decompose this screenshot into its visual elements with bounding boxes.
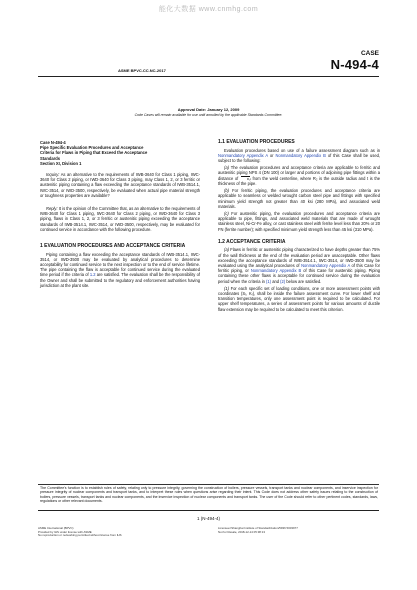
section-1-1-title: 1.1 EVALUATION PROCEDURES bbox=[218, 139, 295, 145]
case-label: CASE bbox=[360, 50, 379, 57]
license-left bbox=[38, 527, 122, 538]
s11-intro-c: of this Case shall be used, subject to the following: bbox=[218, 152, 381, 163]
s12-a-text-4: and bbox=[272, 278, 280, 284]
inquiry-lead: Inquiry: bbox=[46, 172, 60, 178]
reply-text: It is the opinion of the Committee that, as an alternative to the requirements of IWB-3640 for Class 1 piping, IWC-3640 for Class 2 piping, or IWD-3640 for Class 3 piping, flaws in Class 1, 2, or 3 ferritic or austenitic piping exceeding the acceptance standards of IWB-3514.1, IWC-3514, or IWD-3500, respectively, may be evaluated for continued service in accordance with the following procedure. bbox=[40, 206, 200, 232]
s11-a-pre: The evaluation procedures and acceptance criteria are applicable to ferritic and austenitic piping NPS 4 (DN 100) or larger and portions of adjoining pipe fittings within a distance of bbox=[218, 165, 380, 181]
license-right-line-1: Licensee=Shanghai Institute of Standardization/5936 5003977 bbox=[218, 526, 298, 530]
right-column bbox=[218, 140, 380, 314]
title-line-2: Criteria for Flaws in Piping that Exceed the Acceptance bbox=[40, 150, 148, 156]
s11-a-post: from the weld centerline, where R₂ is the outside radius and t is the thickness of the pipe. bbox=[218, 175, 381, 187]
s11-b-lead: (b) bbox=[224, 188, 230, 194]
section-1-2-title: 1.2 ACCEPTANCE CRITERIA bbox=[218, 238, 286, 245]
s12-a-text-1: Flaws in ferritic or austenitic piping characterized to have depths greater than 75% of the wall thickness at the end of the evaluation period are unacceptable. Other flaws exceeding the acceptance standards of IWB-3514.1, IWC-3514, or IWD-3500 may be evaluated using the analytical procedures of bbox=[218, 247, 380, 269]
title-line-4: Section XI, Division 1 bbox=[40, 160, 82, 166]
reply-lead: Reply: bbox=[46, 206, 58, 212]
license-left-line-3: No reproduction or networking permitted without license from IHS bbox=[38, 533, 122, 537]
s11-c-text: For austenitic piping, the evaluation procedures and acceptance criteria are applicable to pipe, fittings, and associated weld materials that are made of wrought stainless steel, Ni-Cr-Fe alloy, or cast stainless steel with ferrite level less than 20% or 20 FN (ferrite number); with specified minimum yield strength less than 45 ksi (310 MPa). bbox=[218, 211, 380, 232]
section-1-text: Piping containing a flaw exceeding the acceptance standards of IWB-3514.1, IWC-3514, or IWD-3500 may be evaluated by analytical procedures to determine acceptability for continued service to the next inspection or to the end of service lifetime. The pipe containing the flaw is acceptable for continued service during the evaluated time period if the criteria of bbox=[40, 251, 200, 278]
footer-rule bbox=[38, 510, 379, 511]
approval-note: Code Cases will remain available for use until annulled by the applicable Standards Committee. bbox=[134, 113, 283, 117]
sqrt-symbol: R₂t bbox=[241, 176, 250, 181]
s11-item-c bbox=[218, 211, 380, 232]
s12-item-a bbox=[218, 247, 380, 283]
s12-a-lead: (a) bbox=[224, 247, 230, 253]
committee-footnote: The Committee's function is to establish rules of safety, relating only to pressure integrity, governing the construction of boilers, pressure vessels, transport tanks and nuclear components, and inservice inspection for pressure integrity of nuclear components and transport tanks, and to interpret these rules when questions arise regarding their intent. This Code does not address other safety issues relating to the construction of boilers, pressure vessels, transport tanks and nuclear components, and the inservice inspection of nuclear components and transport tanks. The user of the Code should refer to other pertinent codes, standards, laws, regulations or other relevant documents. bbox=[40, 486, 378, 503]
appendix-a-link[interactable]: Nonmandatory Appendix A bbox=[218, 152, 268, 158]
appendix-b-link[interactable]: Nonmandatory Appendix B bbox=[275, 152, 326, 158]
case-number: N-494-4 bbox=[330, 57, 379, 72]
s12-a-text-5: below are satisfied. bbox=[286, 278, 322, 284]
s11-intro-b: or bbox=[269, 152, 274, 158]
s12-item-1 bbox=[218, 286, 380, 312]
s12-a-text-3: of this Case for austenitic piping. Piping containing these other flaws is acceptable for continued service during the evaluation period when the criteria in bbox=[218, 268, 381, 284]
s12-a-text-2: of this Case for ferritic piping, or bbox=[218, 263, 381, 274]
page-number: 1 (N-494-4) bbox=[196, 516, 220, 521]
case-title: Case N-494-4 bbox=[40, 140, 66, 145]
case-block bbox=[331, 50, 379, 72]
appendix-a-link-2[interactable]: Nonmandatory Appendix A bbox=[301, 263, 350, 269]
s11-item-a bbox=[218, 165, 380, 186]
title-line-1: Pipe Specific Evaluation Procedures and Acceptance bbox=[40, 145, 144, 151]
license-left-line-2: Provided by IHS under license with ASME bbox=[38, 529, 92, 534]
s11-intro-a: Evaluation procedures based on use of a failure assessment diagram such as in bbox=[224, 147, 380, 153]
section-1-tail: are satisfied. The evaluation shall be the responsibility of the Owner and shall be submitted to the regulatory and enforcement authorities having jurisdiction at the plant site. bbox=[40, 272, 200, 288]
criterion-2-link[interactable]: (2) bbox=[280, 278, 286, 284]
s11-item-b bbox=[218, 188, 380, 209]
header-rule bbox=[38, 76, 379, 77]
appendix-b-link-2[interactable]: Nonmandatory Appendix B bbox=[250, 268, 302, 274]
watermark-text: 能化大数据 www.cnmhg.com bbox=[158, 6, 259, 13]
license-right bbox=[218, 527, 298, 534]
s11-b-text: For ferritic piping, the evaluation procedures and acceptance criteria are applicable to seamless or welded wrought carbon steel pipe and fittings with specified minimum yield strength not greater than 40 ksi (280 MPa), and associated weld materials. bbox=[218, 188, 381, 209]
s12-1-lead: (1) bbox=[224, 285, 230, 291]
approval-date: Approval Date: January 12, 2009 bbox=[177, 107, 240, 112]
left-column bbox=[40, 140, 200, 290]
s12-1-text: For each specific set of loading conditions, one or more assessment points with coordinates (Sᵣ, Kᵣ), shall be inside the failure assessment curve. For lower shelf and transition temperatures, only one assessment point is required to be calculated. For upper shelf temperatures, a series of assessment points for various amounts of ductile flaw extension may be required to be calculated to meet this criterion. bbox=[218, 285, 381, 312]
criterion-1-link[interactable]: (1) bbox=[266, 278, 272, 284]
section-1-2-link[interactable]: 1.2 bbox=[89, 272, 96, 278]
inquiry-paragraph bbox=[40, 172, 200, 198]
footnote-rule bbox=[38, 484, 379, 485]
reply-paragraph bbox=[40, 206, 200, 232]
inquiry-text: As an alternative to the requirements of IWB-3640 for Class 1 piping, IWC-3640 for Class 2 piping, or IWD-3640 for Class 3 piping, may Class 1, 2, or 3 ferritic or austenitic piping containing a flaw exceeding the acceptance standards of IWB-3514.1, IWC-3514, or IWD-3500, respectively, be evaluated when actual pipe material strength or toughness properties are available? bbox=[40, 172, 200, 198]
header-code-id: ASME BPVC.CC.NC-2017 bbox=[118, 68, 166, 73]
section-1-title: 1 EVALUATION PROCEDURES AND ACCEPTANCE CRITERIA bbox=[40, 243, 186, 250]
license-right-line-2: Not for Resale, 2018-12-14 05:38:13 bbox=[218, 529, 265, 534]
license-left-line-1: ASME International (BPVC) bbox=[38, 526, 74, 530]
section-1-paragraph bbox=[40, 252, 200, 288]
s11-c-lead: (c) bbox=[224, 211, 229, 217]
title-line-3: Standards bbox=[40, 155, 61, 161]
s11-a-lead: (a) bbox=[224, 165, 230, 171]
s11-intro bbox=[218, 148, 380, 164]
